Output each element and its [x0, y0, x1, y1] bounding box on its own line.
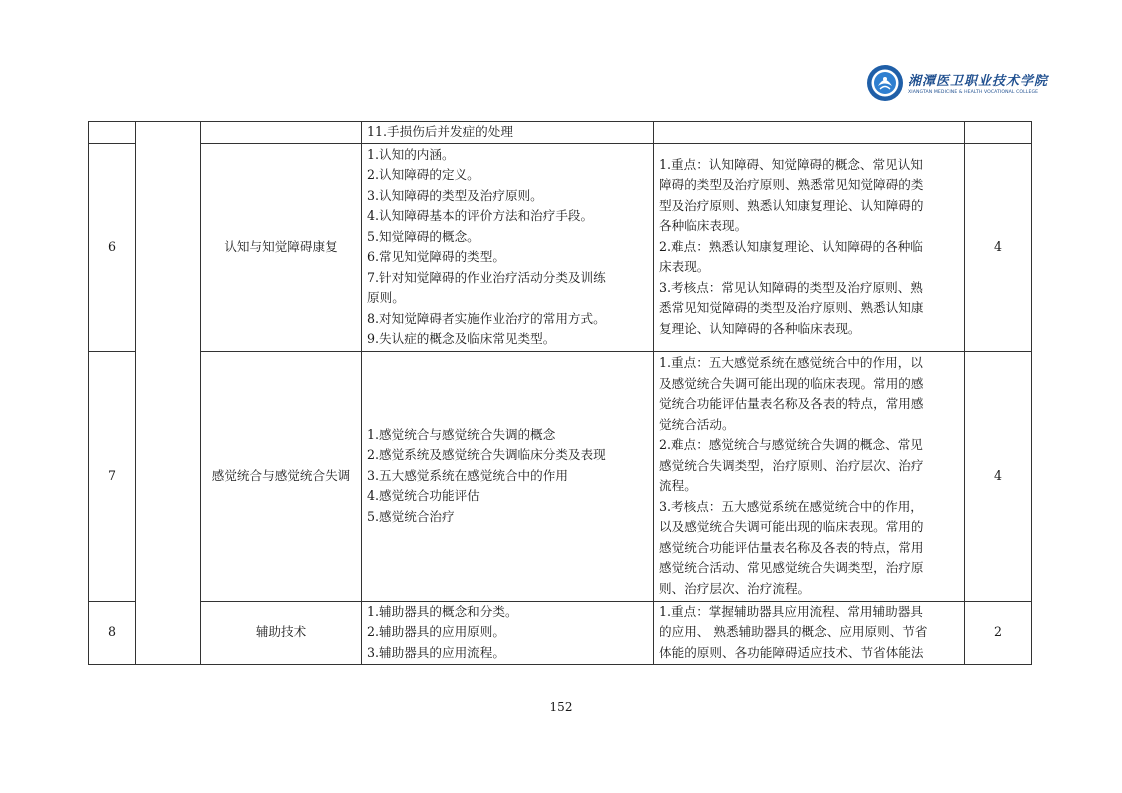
college-seal-icon: [866, 64, 904, 102]
syllabus-table: [88, 121, 1032, 665]
content-line: 1.认知的内涵。: [367, 146, 455, 162]
content-line: 6.常见知觉障碍的类型。: [367, 249, 505, 264]
content-line: 3.辅助器具的应用流程。: [367, 644, 505, 660]
row-number: 7: [89, 351, 136, 601]
row-title-cell: [201, 122, 362, 144]
row-requirements: [654, 351, 965, 601]
row-requirements: [654, 601, 965, 664]
logo-subtext: XIANGTAN MEDICINE & HEALTH VOCATIONAL COLLEGE: [908, 90, 1039, 95]
table-row: [89, 601, 1032, 664]
content-line: 3.五大感觉系统在感觉统合中的作用: [367, 467, 568, 483]
content-line: 5.感觉统合治疗: [367, 508, 455, 524]
content-line: 8.对知觉障碍者实施作业治疗的常用方式。: [367, 310, 606, 326]
requirement-line: 觉统合活动。: [659, 416, 735, 432]
content-line: 11.手损伤后并发症的处理: [367, 124, 513, 139]
row-requirements-cell: [654, 122, 965, 144]
table-row: [89, 143, 1032, 351]
requirement-line: 感觉统合活动、常见感觉统合失调类型，治疗原: [659, 560, 924, 575]
requirement-line: 则、治疗层次、治疗流程。: [659, 580, 811, 596]
requirement-line: 型及治疗原则、熟悉认知康复理论、认知障碍的: [659, 197, 924, 213]
row-content-cell: [362, 122, 654, 144]
content-line: 9.失认症的概念及临床常见类型。: [367, 331, 556, 346]
row-number: 8: [89, 601, 136, 664]
requirement-line: 障碍的类型及治疗原则、熟悉常见知觉障碍的类: [659, 177, 924, 193]
content-line: 原则。: [367, 290, 405, 305]
logo-text: 湘潭医卫职业技术学院: [908, 74, 1049, 89]
table-row: [89, 351, 1032, 601]
page-number: 152: [549, 700, 573, 714]
requirement-line: 觉统合功能评估量表名称及各表的特点，常用感: [659, 396, 924, 411]
row-hours: 4: [965, 351, 1032, 601]
table-row-continued: [89, 122, 1032, 144]
requirement-line: 体能的原则、各功能障碍适应技术、节省体能法: [659, 644, 924, 660]
requirement-line: 悉常见知觉障碍的类型及治疗原则、熟悉认知康: [659, 300, 924, 316]
requirement-line: 感觉统合功能评估量表名称及各表的特点，常用: [659, 539, 924, 555]
row-title: [201, 143, 362, 351]
row-number-cell: [89, 122, 136, 144]
requirement-line: 1.重点：掌握辅助器具应用流程、常用辅助器具: [659, 603, 923, 619]
row-hours: 4: [965, 143, 1032, 351]
content-line: 1.辅助器具的概念和分类。: [367, 603, 518, 619]
requirement-line: 2.难点：感觉统合与感觉统合失调的概念、常见: [659, 437, 923, 452]
content-line: 5.知觉障碍的概念。: [367, 228, 480, 244]
requirement-line: 以及感觉统合失调可能出现的临床表现。常用的: [659, 519, 924, 534]
row-content: [362, 351, 654, 601]
requirement-line: 流程。: [659, 478, 697, 493]
requirement-line: 1.重点：认知障碍、知觉障碍的概念、常见认知: [659, 156, 923, 172]
content-line: 4.认知障碍基本的评价方法和治疗手段。: [367, 208, 594, 223]
row-hours-cell: [965, 122, 1032, 144]
row-content: [362, 143, 654, 351]
content-line: 3.认知障碍的类型及治疗原则。: [367, 187, 543, 203]
content-line: 2.感觉系统及感觉统合失调临床分类及表现: [367, 447, 606, 463]
row-content: [362, 601, 654, 664]
row-title: [201, 351, 362, 601]
module-cell: [136, 122, 201, 665]
row-title-text: 认知与知觉障碍康复: [224, 238, 338, 254]
requirement-line: 2.难点：熟悉认知康复理论、认知障碍的各种临: [659, 238, 923, 254]
requirement-line: 3.考核点：常见认知障碍的类型及治疗原则、熟: [659, 279, 923, 295]
row-title-text: 辅助技术: [255, 624, 307, 640]
college-logo: [866, 64, 1049, 104]
requirement-line: 1.重点：五大感觉系统在感觉统合中的作用，以: [659, 355, 923, 370]
requirement-line: 及感觉统合失调可能出现的临床表现。常用的感: [659, 375, 924, 391]
row-title-text: 感觉统合与感觉统合失调: [211, 467, 351, 483]
requirement-line: 各种临床表现。: [659, 218, 748, 234]
row-requirements: [654, 143, 965, 351]
requirement-line: 3.考核点：五大感觉系统在感觉统合中的作用，: [659, 498, 923, 514]
content-line: 2.认知障碍的定义。: [367, 167, 480, 182]
requirement-line: 的应用、 熟悉辅助器具的概念、应用原则、节省: [659, 624, 928, 640]
requirement-line: 感觉统合失调类型，治疗原则、治疗层次、治疗: [659, 457, 924, 473]
row-title: [201, 601, 362, 664]
requirement-line: 复理论、认知障碍的各种临床表现。: [659, 320, 861, 336]
content-line: 4.感觉统合功能评估: [367, 488, 480, 504]
row-number: 6: [89, 143, 136, 351]
requirement-line: 床表现。: [659, 259, 710, 275]
content-line: 2.辅助器具的应用原则。: [367, 624, 505, 640]
row-hours: 2: [965, 601, 1032, 664]
content-line: 1.感觉统合与感觉统合失调的概念: [367, 426, 556, 442]
content-line: 7.针对知觉障碍的作业治疗活动分类及训练: [367, 269, 606, 285]
